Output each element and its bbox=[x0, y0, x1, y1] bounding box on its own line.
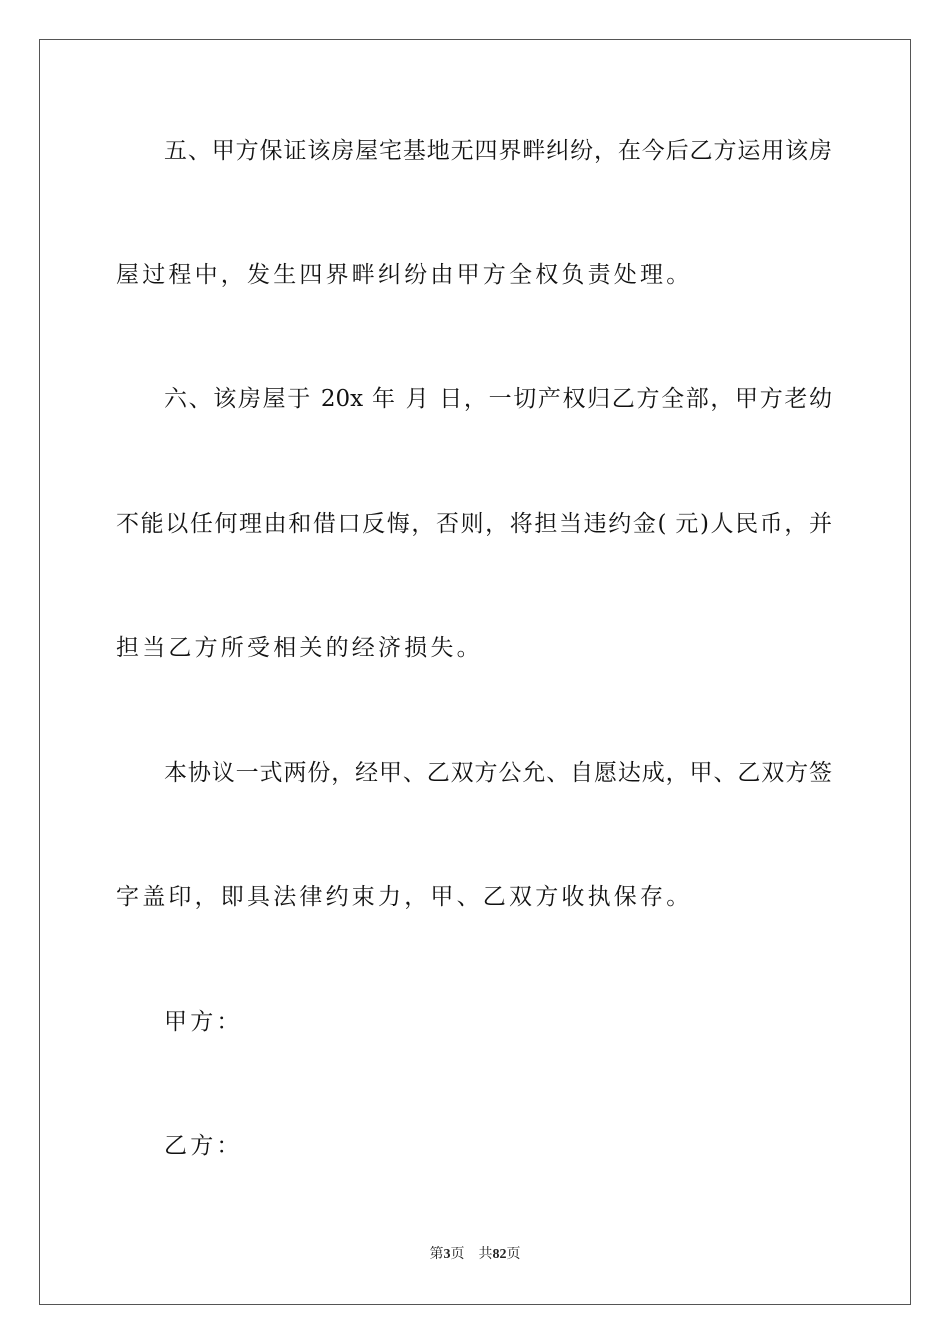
agreement-copies-line-2: 字盖印，即具法律约束力，甲、乙双方收执保存。 bbox=[116, 884, 693, 910]
party-a-signature-label: 甲方： bbox=[164, 1009, 243, 1035]
clause-5-line-1: 五、甲方保证该房屋宅基地无四界畔纠纷，在今后乙方运用该房 bbox=[164, 138, 832, 164]
total-prefix: 共 bbox=[478, 1247, 493, 1262]
clause-6-line-2: 不能以任何理由和借口反悔，否则，将担当违约金( 元)人民币，并 bbox=[116, 511, 832, 537]
page-footer bbox=[0, 1245, 950, 1265]
party-b-signature-label: 乙方： bbox=[164, 1133, 243, 1159]
page-suffix: 页 bbox=[450, 1247, 465, 1262]
page-border bbox=[39, 39, 911, 1305]
total-suffix: 页 bbox=[506, 1247, 521, 1262]
page-prefix: 第 bbox=[429, 1247, 444, 1262]
clause-6-line-3: 担当乙方所受相关的经济损失。 bbox=[116, 635, 483, 661]
page-number: 3 bbox=[443, 1247, 451, 1262]
total-pages: 82 bbox=[492, 1247, 507, 1262]
agreement-copies-line-1: 本协议一式两份，经甲、乙双方公允、自愿达成，甲、乙双方签 bbox=[164, 760, 832, 786]
clause-6-line-1: 六、该房屋于 20x 年 月 日，一切产权归乙方全部，甲方老幼 bbox=[164, 386, 832, 412]
clause-5-line-2: 屋过程中，发生四界畔纠纷由甲方全权负责处理。 bbox=[116, 262, 693, 288]
